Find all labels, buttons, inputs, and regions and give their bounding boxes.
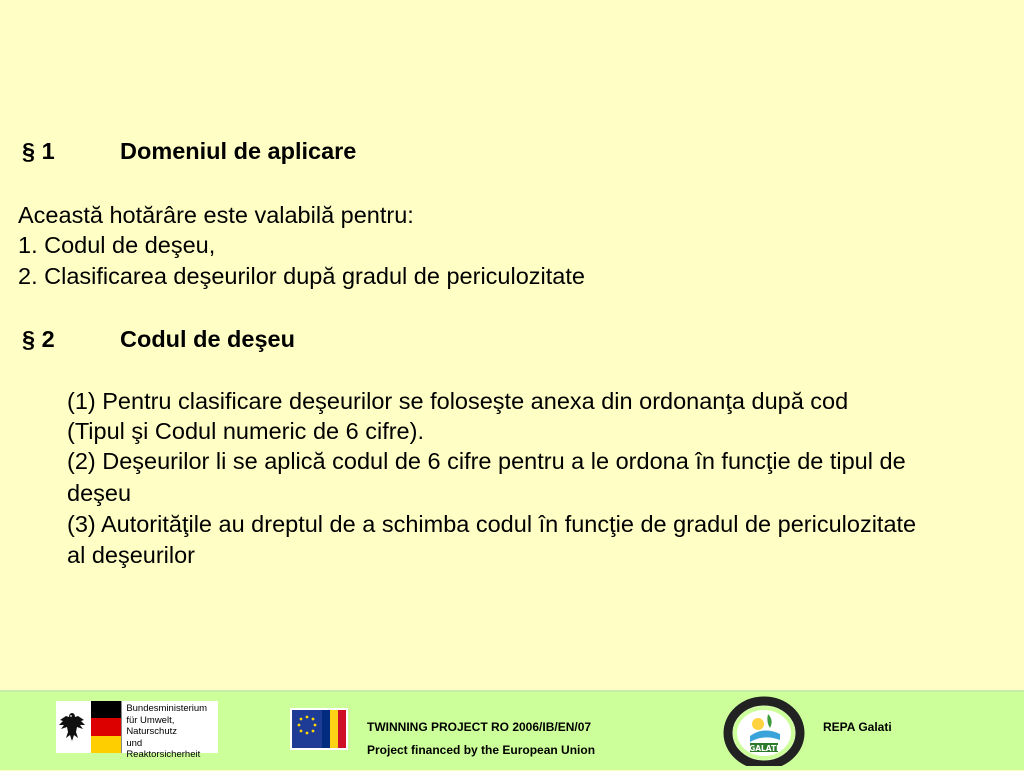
repa-galati-label: REPA Galati xyxy=(823,720,892,734)
intro-line: 2. Clasificarea deşeurilor după gradul de periculozitate xyxy=(18,263,585,289)
paragraph-line: al deşeurilor xyxy=(67,542,196,568)
section-1-number: § 1 xyxy=(22,138,55,164)
paragraph-line: (3) Autorităţile au dreptul de a schimba codul în funcţie de gradul de periculozitate xyxy=(67,511,917,537)
section-1-heading xyxy=(22,137,356,166)
paragraph-line: (2) Deşeurilor li se aplică codul de 6 cifre pentru a le ordona în funcţie de tipul de xyxy=(67,448,906,474)
twinning-project-text: TWINNING PROJECT RO 2006/IB/EN/07 xyxy=(367,720,592,734)
section-2-heading xyxy=(22,325,295,354)
paragraph-line: (Tipul şi Codul numeric de 6 cifre). xyxy=(67,418,424,444)
repa-galati-logo xyxy=(722,696,806,766)
paragraph-line: (1) Pentru clasificare deşeurilor se foloseşte anexa din ordonanţa după cod xyxy=(67,388,849,414)
section-2-title: Codul de deşeu xyxy=(120,326,295,352)
german-flag-bar xyxy=(91,701,122,753)
paragraph-line: deşeu xyxy=(67,480,132,506)
ministry-line: Bundesministerium xyxy=(126,703,208,714)
section-2-number: § 2 xyxy=(22,326,55,352)
footer-bar xyxy=(0,690,1024,770)
ministry-name xyxy=(121,701,218,760)
section-1-title: Domeniul de aplicare xyxy=(120,138,357,164)
eagle-icon xyxy=(56,701,89,753)
ministry-logo xyxy=(56,701,218,760)
ministry-line: und Reaktorsicherheit xyxy=(126,737,201,760)
eu-romania-flag-logo xyxy=(290,708,348,750)
ministry-line: für Umwelt, Naturschutz xyxy=(126,714,177,737)
financed-by-text: Project financed by the European Union xyxy=(367,743,596,757)
repa-logo-text: GALATI xyxy=(749,744,779,753)
intro-line: 1. Codul de deşeu, xyxy=(18,232,216,258)
intro-line: Această hotărâre este valabilă pentru: xyxy=(18,202,414,228)
